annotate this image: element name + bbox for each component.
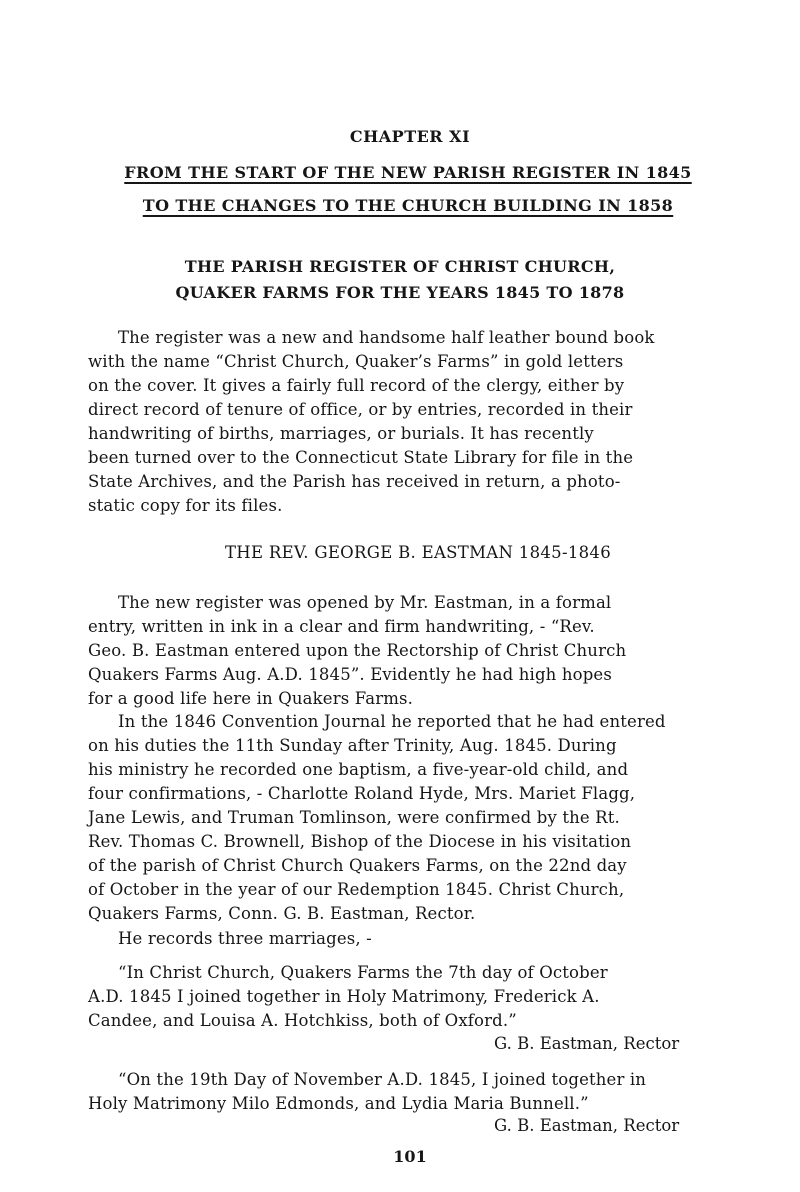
paragraph-line: Rev. Thomas C. Brownell, Bishop of the Diocese in his visitation (88, 832, 632, 851)
quote-line: “On the 19th Day of November A.D. 1845, I joined together in (118, 1070, 647, 1089)
paragraph-line: entry, written in ink in a clear and firm handwriting, - “Rev. (88, 617, 595, 636)
chapter-title-line-1: FROM THE START OF THE NEW PARISH REGISTER IN 1845 (124, 163, 692, 182)
section-heading-eastman: THE REV. GEORGE B. EASTMAN 1845-1846 (224, 543, 612, 562)
paragraph-line: Jane Lewis, and Truman Tomlinson, were confirmed by the Rt. (88, 808, 620, 827)
paragraph-line: four confirmations, - Charlotte Roland Hyde, Mrs. Mariet Flagg, (88, 784, 636, 803)
paragraph-line: The register was a new and handsome half leather bound book (118, 328, 655, 347)
paragraph-line: He records three marriages, - (118, 929, 372, 948)
paragraph-line: Quakers Farms, Conn. G. B. Eastman, Rector. (88, 904, 476, 923)
paragraph-line: his ministry he recorded one baptism, a five-year-old child, and (88, 760, 629, 779)
section-heading-line-2: QUAKER FARMS FOR THE YEARS 1845 TO 1878 (175, 283, 625, 302)
paragraph-line: State Archives, and the Parish has received in return, a photo- (88, 472, 621, 491)
chapter-title-line-2: TO THE CHANGES TO THE CHURCH BUILDING IN 1858 (142, 196, 674, 215)
chapter-label: CHAPTER XI (349, 127, 471, 146)
paragraph-line: direct record of tenure of office, or by entries, recorded in their (88, 400, 633, 419)
paragraph-line: on his duties the 11th Sunday after Trinity, Aug. 1845. During (88, 736, 617, 755)
paragraph-line: The new register was opened by Mr. Eastman, in a formal (118, 593, 612, 612)
paragraph-line: static copy for its files. (88, 496, 283, 515)
paragraph-line: Geo. B. Eastman entered upon the Rectorship of Christ Church (88, 641, 627, 660)
signature-line: G. B. Eastman, Rector (494, 1034, 680, 1053)
quote-line: Holy Matrimony Milo Edmonds, and Lydia Maria Bunnell.” (88, 1094, 589, 1113)
paragraph-line: of the parish of Christ Church Quakers Farms, on the 22nd day (88, 856, 627, 875)
paragraph-line: been turned over to the Connecticut State Library for file in the (88, 448, 634, 467)
quote-line: A.D. 1845 I joined together in Holy Matrimony, Frederick A. (88, 987, 600, 1006)
paragraph-line: for a good life here in Quakers Farms. (88, 689, 414, 708)
paragraph-line: of October in the year of our Redemption 1845. Christ Church, (88, 880, 625, 899)
quote-line: Candee, and Louisa A. Hotchkiss, both of Oxford.” (88, 1011, 517, 1030)
paragraph-line: with the name “Christ Church, Quaker’s Farms” in gold letters (88, 352, 624, 371)
paragraph-line: handwriting of births, marriages, or burials. It has recently (88, 424, 594, 443)
paragraph-line: In the 1846 Convention Journal he reported that he had entered (118, 712, 666, 731)
signature-line: G. B. Eastman, Rector (494, 1116, 680, 1135)
quote-line: “In Christ Church, Quakers Farms the 7th day of October (118, 963, 608, 982)
paragraph-line: on the cover. It gives a fairly full record of the clergy, either by (88, 376, 625, 395)
section-heading-line-1: THE PARISH REGISTER OF CHRIST CHURCH, (184, 257, 616, 276)
paragraph-line: Quakers Farms Aug. A.D. 1845”. Evidently he had high hopes (88, 665, 612, 684)
page-number: 101 (393, 1147, 427, 1166)
